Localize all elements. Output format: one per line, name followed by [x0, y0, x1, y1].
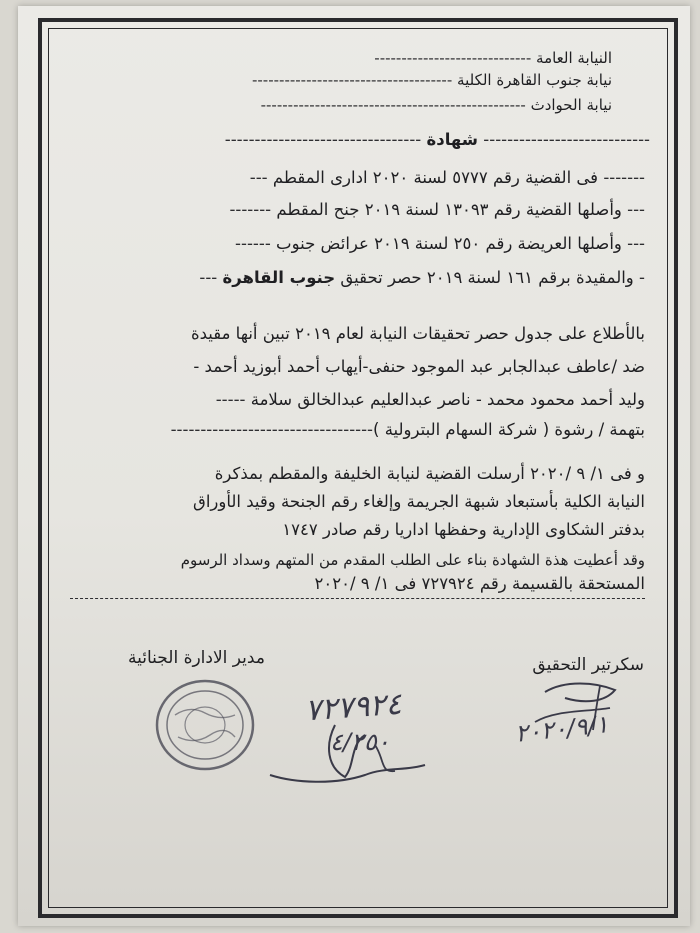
body-line-5: و فى ١/ ٩ /٢٠٢٠ أرسلت القضية لنيابة الخليفة والمقطم بمذكرة	[214, 464, 645, 483]
title-row: ---------------------------- شهادة ---------------------------------	[224, 130, 650, 149]
handwritten-file-number: ٤/٢٥٠	[330, 728, 390, 756]
body-line-9: المستحقة بالقسيمة رقم ٧٢٧٩٢٤ فى ١/ ٩ /٢٠٢٠	[314, 574, 645, 593]
header-line-1: النيابة العامة -----------------------------	[374, 49, 612, 67]
body-underline	[70, 598, 645, 599]
body-line-7: بدفتر الشكاوى الإدارية وحفظها اداريا رقم صادر ١٧٤٧	[282, 520, 645, 539]
case-line-1: ------- فى القضية رقم ٥٧٧٧ لسنة ٢٠٢٠ ادارى المقطم ---	[249, 168, 645, 187]
header-line-3: نيابة الحوادث -------------------------------------------------	[260, 96, 612, 114]
body-line-6: النيابة الكلية بأستبعاد شبهة الجريمة وإلغاء رقم الجنحة وقيد الأوراق	[193, 492, 645, 511]
body-line-3: وليد أحمد محمود محمد - ناصر عبدالعليم عبدالخالق سلامة -----	[215, 390, 645, 409]
body-line-2: ضد /عاطف عبدالجابر عبد الموجود حنفى-أيهاب أحمد أبوزيد أحمد -	[193, 357, 645, 376]
left-signature-title: مدير الادارة الجنائية	[128, 648, 265, 668]
body-line-4: بتهمة / رشوة ( شركة السهام البترولية )----------------------------------	[170, 420, 645, 439]
handwritten-receipt-number: ٧٢٧٩٢٤	[303, 686, 403, 729]
header-line-2: نيابة جنوب القاهرة الكلية -------------------------------------	[251, 71, 612, 89]
case-line-3: --- وأصلها العريضة رقم ٢٥٠ لسنة ٢٠١٩ عرائض جنوب ------	[235, 234, 645, 253]
handwritten-date: ٢٠٢٠/٩/١	[513, 710, 610, 748]
round-seal-stamp	[150, 675, 260, 775]
left-signature-scribble	[255, 705, 435, 795]
right-signature-title: سكرتير التحقيق	[532, 655, 644, 675]
case-line-2: --- وأصلها القضية رقم ١٣٠٩٣ لسنة ٢٠١٩ جنح المقطم -------	[229, 200, 645, 219]
body-line-8: وقد أعطيت هذة الشهادة بناء على الطلب المقدم من المتهم وسداد الرسوم	[180, 551, 645, 569]
case-line-4: - والمقيدة برقم ١٦١ لسنة ٢٠١٩ حصر تحقيق جنوب القاهرة ---	[199, 268, 645, 287]
body-line-1: بالأطلاع على جدول حصر تحقيقات النيابة لعام ٢٠١٩ تبين أنها مقيدة	[190, 324, 645, 343]
page-title: شهادة	[426, 130, 479, 149]
